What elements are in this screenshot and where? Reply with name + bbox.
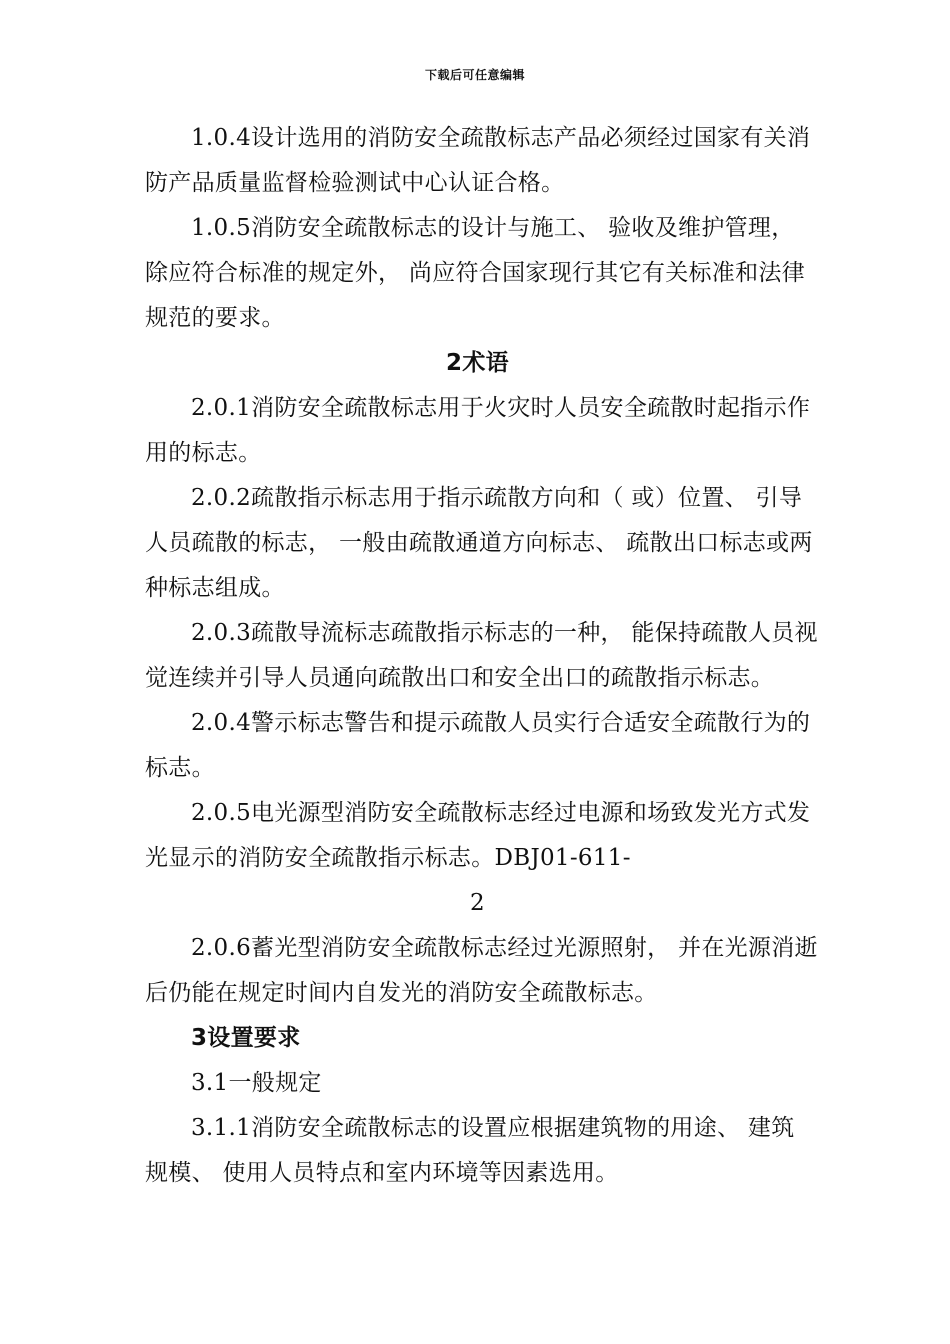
clause-1-0-5: 1.0.5消防安全疏散标志的设计与施工、 验收及维护管理， (191, 215, 795, 241)
clause-1-0-4: 1.0.4设计选用的消防安全疏散标志产品必须经过国家有关消 (191, 125, 811, 151)
clause-2-0-1-cont: 用的标志。 (145, 440, 262, 466)
page-number: 2 (470, 890, 485, 916)
clause-2-0-2-cont: 人员疏散的标志， 一般由疏散通道方向标志、 疏散出口标志或两 (145, 530, 813, 556)
clause-2-0-5-cont: 光显示的消防安全疏散指示标志。DBJ01-611- (145, 845, 631, 871)
clause-2-0-4: 2.0.4警示标志警告和提示疏散人员实行合适安全疏散行为的 (191, 710, 811, 736)
clause-2-0-6-cont: 后仍能在规定时间内自发光的消防安全疏散标志。 (145, 980, 658, 1006)
clause-2-0-2-cont: 种标志组成。 (145, 575, 285, 601)
section-3-heading: 3设置要求 (191, 1025, 301, 1051)
clause-1-0-5-cont: 除应符合标准的规定外， 尚应符合国家现行其它有关标准和法律 (145, 260, 806, 286)
clause-1-0-5-cont: 规范的要求。 (145, 305, 285, 331)
section-2-heading: 2术语 (446, 350, 509, 376)
subsection-3-1: 3.1一般规定 (191, 1070, 322, 1096)
document-body (145, 116, 818, 1196)
clause-2-0-3: 2.0.3疏散导流标志疏散指示标志的一种， 能保持疏散人员视 (191, 620, 818, 646)
clause-2-0-1: 2.0.1消防安全疏散标志用于火灾时人员安全疏散时起指示作 (191, 395, 811, 421)
clause-2-0-4-cont: 标志。 (145, 755, 215, 781)
clause-2-0-6: 2.0.6蓄光型消防安全疏散标志经过光源照射， 并在光源消逝 (191, 935, 818, 961)
clause-2-0-3-cont: 觉连续并引导人员通向疏散出口和安全出口的疏散指示标志。 (145, 665, 775, 691)
clause-3-1-1: 3.1.1消防安全疏散标志的设置应根据建筑物的用途、 建筑 (191, 1115, 795, 1141)
clause-2-0-5: 2.0.5电光源型消防安全疏散标志经过电源和场致发光方式发 (191, 800, 811, 826)
clause-2-0-2: 2.0.2疏散指示标志用于指示疏散方向和（ 或）位置、 引导 (191, 485, 803, 511)
clause-1-0-4-cont: 防产品质量监督检验测试中心认证合格。 (145, 170, 565, 196)
clause-3-1-1-cont: 规模、 使用人员特点和室内环境等因素选用。 (145, 1160, 619, 1186)
page-header: 下载后可任意编辑 (424, 68, 525, 82)
